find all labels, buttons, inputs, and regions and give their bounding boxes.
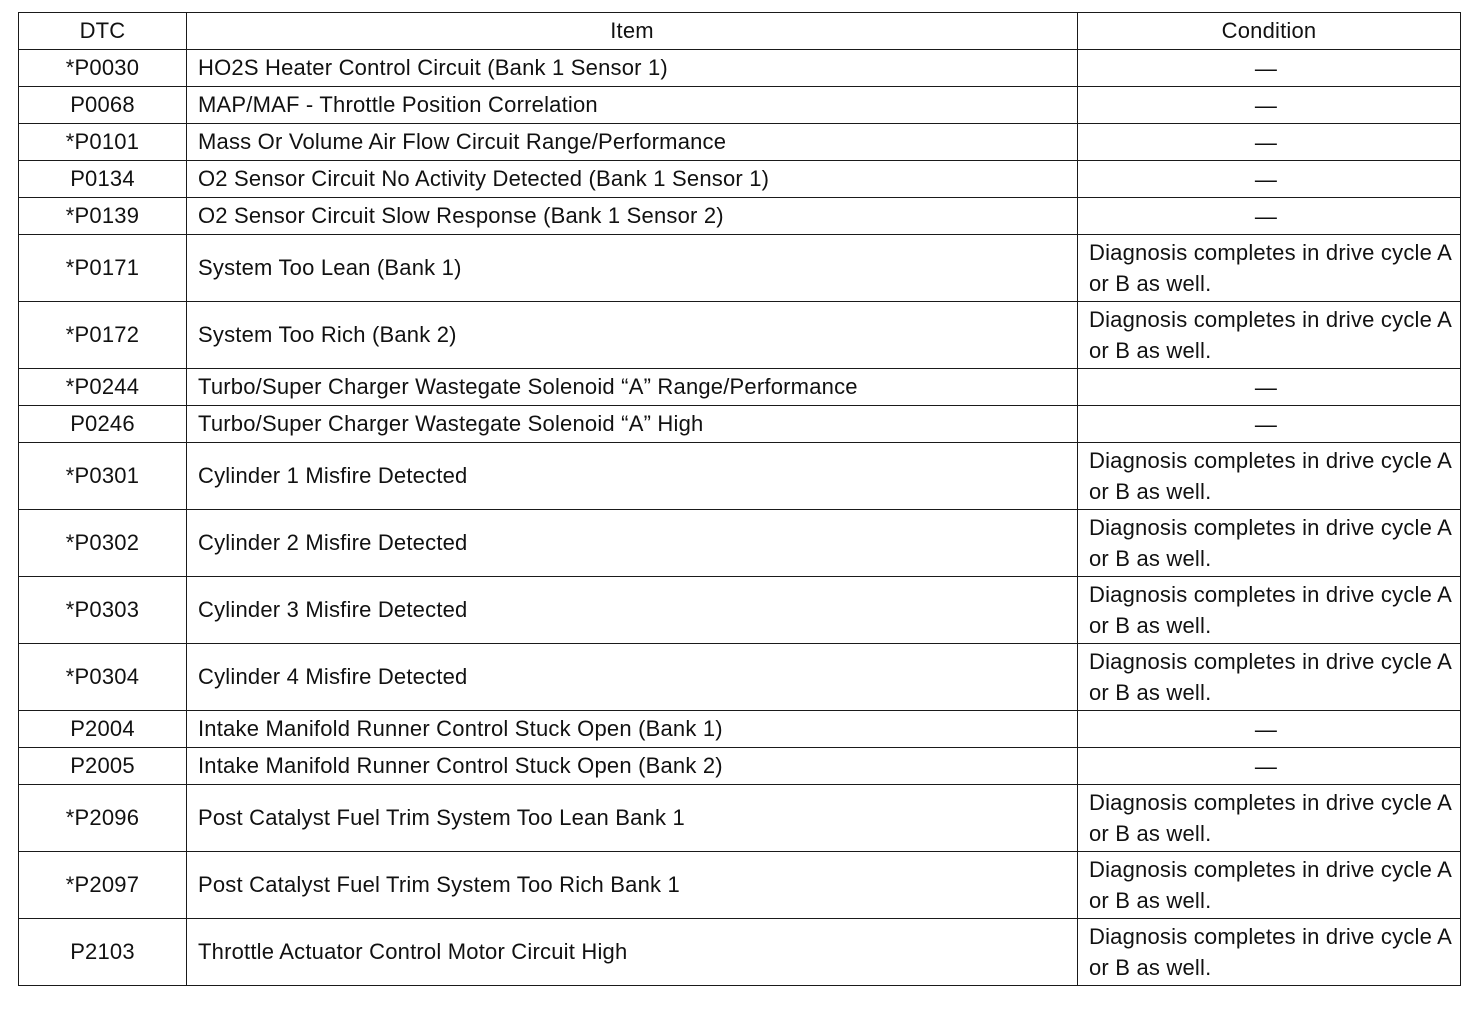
dtc-code-cell: *P0302 xyxy=(19,510,187,577)
condition-cell: Diagnosis completes in drive cycle A or B as well. xyxy=(1078,577,1461,644)
table-row xyxy=(19,785,1461,852)
dtc-code-cell: *P0244 xyxy=(19,369,187,406)
item-description-cell: System Too Lean (Bank 1) xyxy=(187,235,1078,302)
table-row xyxy=(19,711,1461,748)
item-description-cell: Cylinder 3 Misfire Detected xyxy=(187,577,1078,644)
header-condition: Condition xyxy=(1078,13,1461,50)
table-row xyxy=(19,235,1461,302)
item-description-cell: HO2S Heater Control Circuit (Bank 1 Sensor 1) xyxy=(187,50,1078,87)
dtc-code-cell: *P0139 xyxy=(19,198,187,235)
item-description-cell: Cylinder 2 Misfire Detected xyxy=(187,510,1078,577)
dtc-code-cell: P2103 xyxy=(19,919,187,986)
table-row xyxy=(19,577,1461,644)
condition-cell: Diagnosis completes in drive cycle A or B as well. xyxy=(1078,852,1461,919)
condition-cell: — xyxy=(1078,369,1461,406)
item-description-cell: Cylinder 4 Misfire Detected xyxy=(187,644,1078,711)
dtc-code-cell: *P0172 xyxy=(19,302,187,369)
condition-cell: Diagnosis completes in drive cycle A or B as well. xyxy=(1078,785,1461,852)
condition-cell: — xyxy=(1078,711,1461,748)
dtc-code-cell: P2004 xyxy=(19,711,187,748)
header-dtc: DTC xyxy=(19,13,187,50)
item-description-cell: Cylinder 1 Misfire Detected xyxy=(187,443,1078,510)
item-description-cell: O2 Sensor Circuit No Activity Detected (Bank 1 Sensor 1) xyxy=(187,161,1078,198)
table-row xyxy=(19,50,1461,87)
dtc-code-cell: P0134 xyxy=(19,161,187,198)
item-description-cell: Intake Manifold Runner Control Stuck Open (Bank 2) xyxy=(187,748,1078,785)
item-description-cell: Throttle Actuator Control Motor Circuit High xyxy=(187,919,1078,986)
condition-cell: — xyxy=(1078,406,1461,443)
dtc-code-cell: *P0304 xyxy=(19,644,187,711)
item-description-cell: Post Catalyst Fuel Trim System Too Lean Bank 1 xyxy=(187,785,1078,852)
header-item: Item xyxy=(187,13,1078,50)
table-body xyxy=(19,50,1461,986)
dtc-code-cell: P0246 xyxy=(19,406,187,443)
item-description-cell: O2 Sensor Circuit Slow Response (Bank 1 Sensor 2) xyxy=(187,198,1078,235)
table-row xyxy=(19,369,1461,406)
header-row xyxy=(19,13,1461,50)
dtc-code-cell: *P0030 xyxy=(19,50,187,87)
table-row xyxy=(19,852,1461,919)
item-description-cell: Turbo/Super Charger Wastegate Solenoid “A” High xyxy=(187,406,1078,443)
condition-cell: — xyxy=(1078,124,1461,161)
dtc-code-cell: *P0101 xyxy=(19,124,187,161)
table-row xyxy=(19,124,1461,161)
dtc-code-cell: P0068 xyxy=(19,87,187,124)
item-description-cell: Turbo/Super Charger Wastegate Solenoid “A” Range/Performance xyxy=(187,369,1078,406)
table-row xyxy=(19,198,1461,235)
table-row xyxy=(19,644,1461,711)
condition-cell: — xyxy=(1078,161,1461,198)
condition-cell: — xyxy=(1078,198,1461,235)
dtc-code-cell: *P0303 xyxy=(19,577,187,644)
item-description-cell: Post Catalyst Fuel Trim System Too Rich Bank 1 xyxy=(187,852,1078,919)
table-row xyxy=(19,302,1461,369)
condition-cell: Diagnosis completes in drive cycle A or B as well. xyxy=(1078,644,1461,711)
table-row xyxy=(19,748,1461,785)
condition-cell: — xyxy=(1078,50,1461,87)
dtc-code-cell: P2005 xyxy=(19,748,187,785)
table-header xyxy=(19,13,1461,50)
condition-cell: Diagnosis completes in drive cycle A or B as well. xyxy=(1078,302,1461,369)
dtc-code-cell: *P0301 xyxy=(19,443,187,510)
condition-cell: Diagnosis completes in drive cycle A or B as well. xyxy=(1078,919,1461,986)
condition-cell: — xyxy=(1078,748,1461,785)
item-description-cell: System Too Rich (Bank 2) xyxy=(187,302,1078,369)
item-description-cell: Mass Or Volume Air Flow Circuit Range/Performance xyxy=(187,124,1078,161)
condition-cell: Diagnosis completes in drive cycle A or B as well. xyxy=(1078,510,1461,577)
dtc-code-cell: *P2097 xyxy=(19,852,187,919)
condition-cell: — xyxy=(1078,87,1461,124)
table-row xyxy=(19,510,1461,577)
table-row xyxy=(19,161,1461,198)
table-row xyxy=(19,406,1461,443)
table-row xyxy=(19,919,1461,986)
table-row xyxy=(19,443,1461,510)
condition-cell: Diagnosis completes in drive cycle A or B as well. xyxy=(1078,235,1461,302)
item-description-cell: Intake Manifold Runner Control Stuck Open (Bank 1) xyxy=(187,711,1078,748)
dtc-table xyxy=(18,12,1461,986)
condition-cell: Diagnosis completes in drive cycle A or B as well. xyxy=(1078,443,1461,510)
dtc-code-cell: *P2096 xyxy=(19,785,187,852)
dtc-code-cell: *P0171 xyxy=(19,235,187,302)
table-row xyxy=(19,87,1461,124)
item-description-cell: MAP/MAF - Throttle Position Correlation xyxy=(187,87,1078,124)
